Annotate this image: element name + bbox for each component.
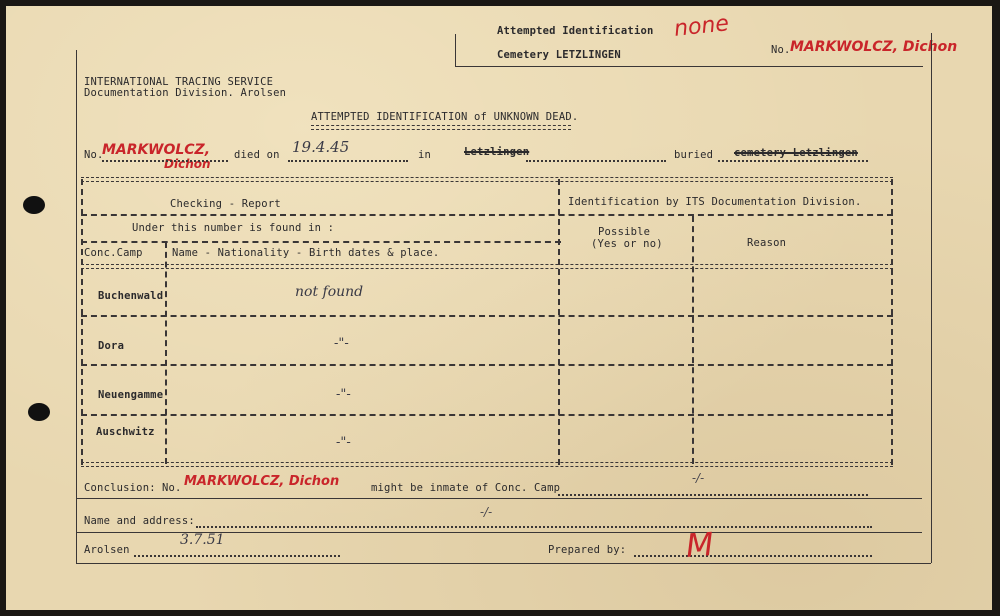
table-header-divider [81, 214, 893, 216]
buried-label: buried [674, 149, 714, 161]
died-date-dots [288, 160, 408, 162]
table-columns-divider [81, 264, 893, 269]
possible-header: Possible [598, 226, 651, 238]
conclusion-text: might be inmate of Conc. Camp [371, 482, 561, 494]
table-top-border [81, 177, 893, 182]
header-box-no-label: No. [771, 44, 791, 56]
name-address-label: Name and address: [84, 515, 195, 527]
prepared-date: 3.7.51 [180, 532, 225, 548]
table-left-border [81, 179, 83, 465]
result-auschwitz: -"- [336, 435, 351, 450]
camp-neuengamme: Neuengamme [98, 389, 164, 401]
punch-hole-top [23, 196, 45, 214]
burial-place-dots [718, 160, 868, 162]
record-card [6, 6, 992, 610]
punch-hole-bottom [28, 403, 50, 421]
result-neuengamme: -"- [336, 387, 351, 402]
header-box-bottom-border [455, 66, 923, 67]
camp-column-header: Conc.Camp [84, 247, 143, 259]
form-title: ATTEMPTED IDENTIFICATION of UNKNOWN DEAD. [311, 111, 579, 123]
result-dora: -"- [334, 336, 349, 351]
arolsen-label: Arolsen [84, 544, 130, 556]
camp-buchenwald: Buchenwald [98, 290, 164, 302]
table-row-divider-3 [81, 414, 893, 416]
pencil-mark-none: none [672, 11, 731, 42]
died-date: 19.4.45 [292, 138, 350, 156]
table-camp-column-divider [165, 242, 167, 464]
org-name: INTERNATIONAL TRACING SERVICE [84, 76, 274, 88]
record-name: MARKWOLCZ, [102, 142, 211, 158]
org-division: Documentation Division. Arolsen [84, 87, 287, 99]
possible-header-hint: (Yes or no) [591, 238, 663, 250]
preparer-signature: M [684, 525, 715, 565]
name-address-dots [196, 526, 872, 528]
header-box-cemetery: Cemetery LETZLINGEN [497, 49, 621, 61]
conclusion-dots [558, 494, 868, 496]
in-label: in [418, 149, 432, 161]
table-row-divider-1 [81, 315, 893, 317]
table-right-border [891, 179, 893, 465]
died-label: died on [234, 149, 280, 161]
table-subheader-divider [81, 241, 561, 243]
record-name-continued: Dichon [164, 157, 211, 171]
name-column-header: Name - Nationality - Birth dates & place. [172, 247, 440, 259]
death-place-dots [526, 160, 666, 162]
prepared-by-label: Prepared by: [548, 544, 627, 556]
conclusion-mark: -/- [692, 471, 705, 485]
conclusion-label: Conclusion: [84, 482, 156, 494]
under-number-label: Under this number is found in : [132, 222, 335, 234]
table-possible-divider [692, 216, 694, 464]
date-dots [134, 555, 340, 557]
identification-header: Identification by ITS Documentation Division. [568, 196, 862, 208]
reason-header: Reason [747, 237, 787, 249]
table-bottom-border [81, 462, 893, 467]
conclusion-name: MARKWOLCZ, Dichon [184, 474, 340, 489]
record-name-dots [102, 160, 228, 162]
death-place: Letzlingen [464, 146, 530, 158]
form-left-border [76, 50, 77, 564]
title-underline [311, 125, 571, 130]
table-row-divider-2 [81, 364, 893, 366]
burial-place: cemetery Letzlingen [734, 147, 858, 159]
form-bottom-border [76, 563, 931, 564]
conclusion-rule [76, 498, 922, 499]
table-middle-divider [558, 179, 560, 465]
result-buchenwald: not found [295, 284, 364, 300]
record-no-label: No. [84, 149, 104, 161]
checking-report-header: Checking - Report [170, 198, 281, 210]
header-box-name: MARKWOLCZ, Dichon [790, 39, 958, 55]
camp-dora: Dora [98, 340, 125, 352]
camp-auschwitz: Auschwitz [96, 426, 155, 438]
header-box-title: Attempted Identification [497, 25, 654, 37]
conclusion-no-label: No. [162, 482, 182, 494]
prepared-by-dots [634, 555, 872, 557]
name-address-mark: -/- [480, 505, 493, 519]
form-right-border [931, 33, 932, 563]
header-box-left-border [455, 34, 456, 66]
